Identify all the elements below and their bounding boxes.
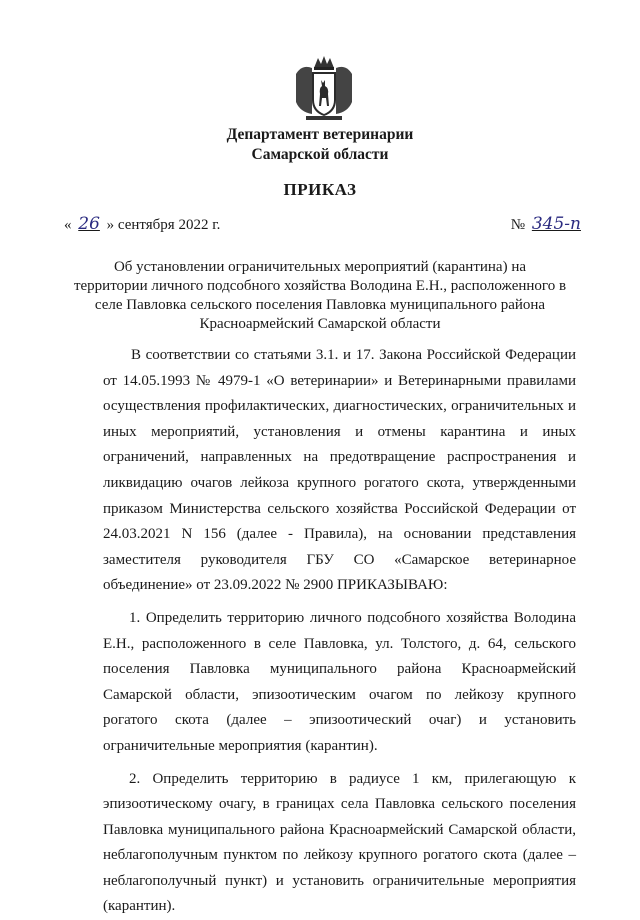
item-2-paragraph: 2. Определить территорию в радиусе 1 км, прилегающую к эпизоотическому очагу, в границах села Павловка сельского поселения Павловка муниципального района Красноармейский Самарской области, неблагополучным пунктом по лейкозу крупного рогатого скота (далее – неблагополучный пункт) и установить ограничительные мероприятия (карантин).: [103, 767, 576, 920]
item-1-paragraph: 1. Определить территорию личного подсобного хозяйства Володина Е.Н., расположенного в селе Павловка, ул. Толстого, д. 64, сельского поселения Павловка муниципального района Красноармейский Самарской области, эпизоотическим очагом по лейкозу крупного рогатого скота (далее – эпизоотический очаг) и установить ограничительные мероприятия (карантин).: [103, 606, 576, 760]
date-suffix: » сентября 2022 г.: [107, 217, 221, 233]
order-subject: [0, 258, 640, 334]
order-body: [103, 343, 576, 920]
department-line-2: Самарской области: [0, 145, 640, 165]
number-prefix: №: [511, 217, 525, 233]
preamble-paragraph: В соответствии со статьями 3.1. и 17. Закона Российской Федерации от 14.05.1993 № 4979-1 «О ветеринарии» и Ветеринарными правилами осуществления профилактических, диагностических, ограничительных и иных мероприятий, установления и отмены карантина и иных ограничений, направленных на предотвращение распространения и ликвидацию очагов лейкоза крупного рогатого скота, утвержденными приказом Министерства сельского хозяйства Российской Федерации от 24.03.2021 N 156 (далее - Правила), на основании представления заместителя руководителя ГБУ СО «Самарское ветеринарное объединение» от 23.09.2022 № 2900 ПРИКАЗЫВАЮ:: [103, 343, 576, 599]
date-day-handwritten: 26: [75, 214, 103, 234]
date-prefix: «: [64, 217, 72, 233]
order-number: [511, 214, 584, 234]
subject-line-1: Об установлении ограничительных мероприятий (карантина) на: [0, 258, 640, 277]
subject-line-2: территории личного подсобного хозяйства Володина Е.Н., расположенного в: [0, 277, 640, 296]
subject-line-3: селе Павловка сельского поселения Павловка муниципального района: [0, 296, 640, 315]
order-date: [64, 214, 220, 234]
samara-coat-of-arms-icon: [292, 54, 356, 122]
subject-line-4: Красноармейский Самарской области: [0, 315, 640, 334]
number-handwritten: 345-п: [529, 214, 584, 234]
date-number-line: [64, 214, 584, 238]
document-title: ПРИКАЗ: [0, 180, 640, 200]
department-name: [0, 125, 640, 165]
department-line-1: Департамент ветеринарии: [0, 125, 640, 145]
